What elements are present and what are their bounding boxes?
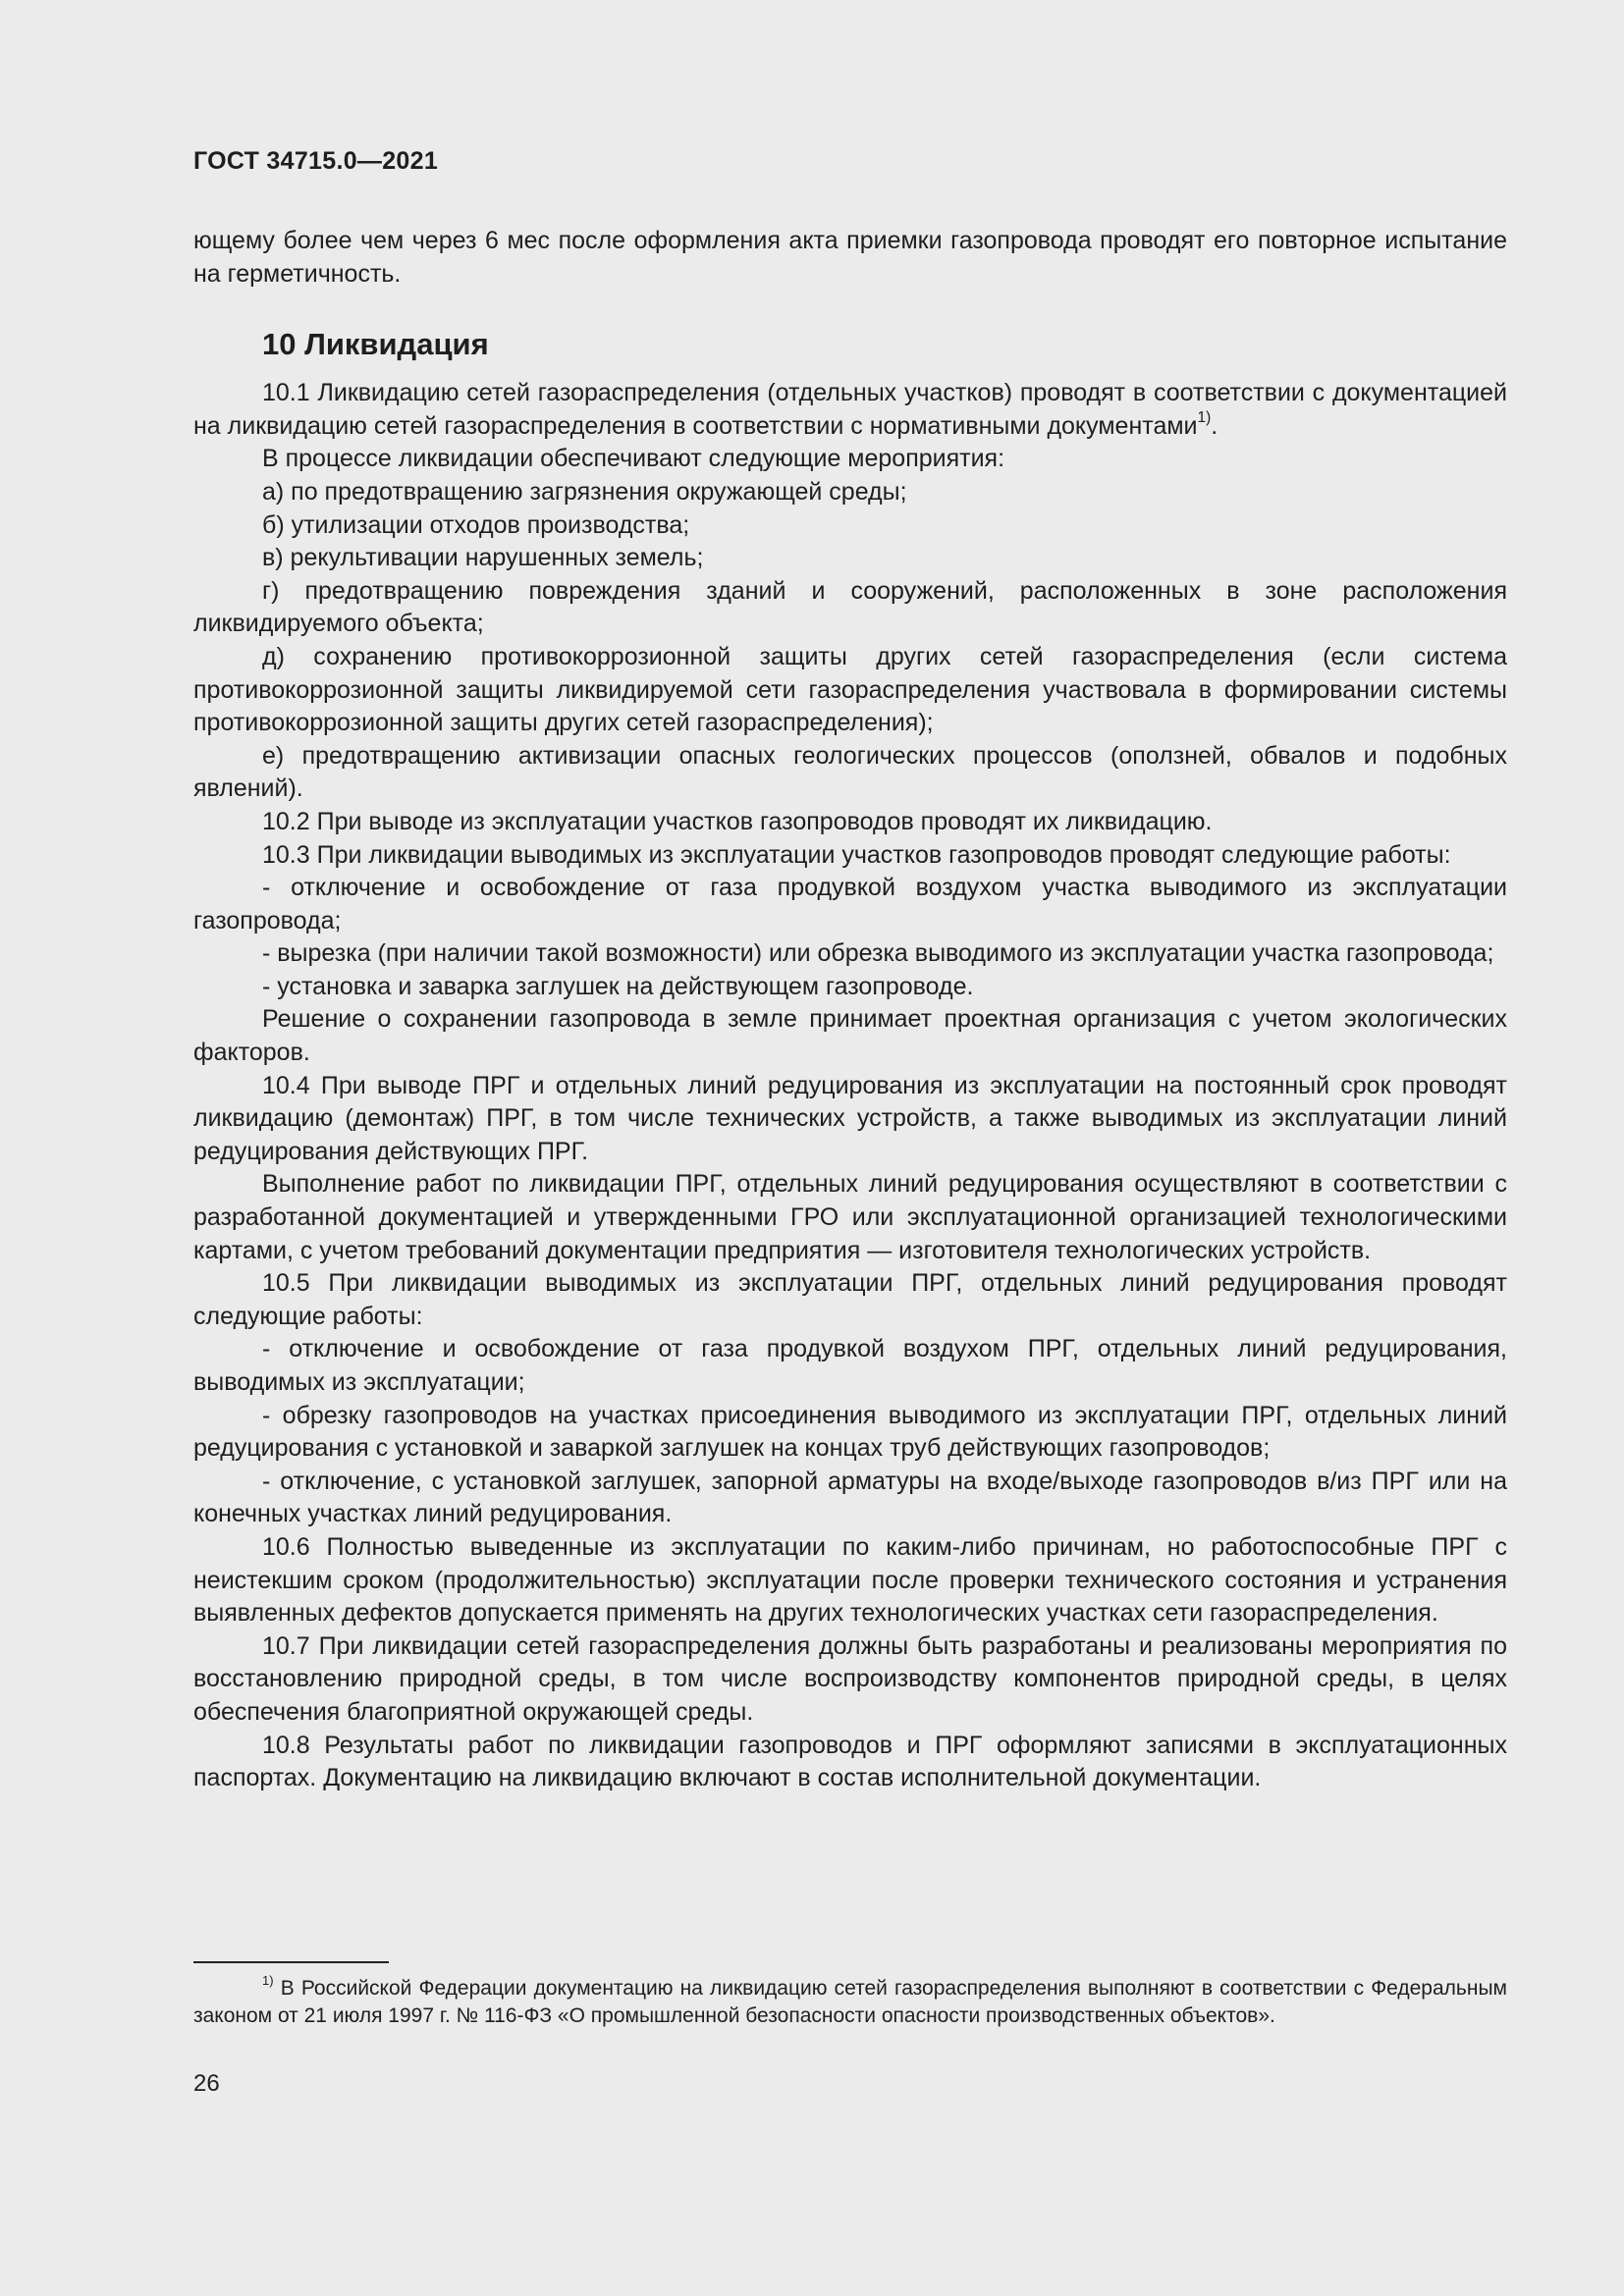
dash-item-10-3-1: - отключение и освобождение от газа продувкой воздухом участка выводимого из эксплуатации газопровода;: [193, 874, 1507, 934]
list-item-g: г) предотвращению повреждения зданий и сооружений, расположенных в зоне расположения ликвидируемого объекта;: [193, 576, 1507, 638]
list-item-b: б) утилизации отходов производства;: [262, 510, 690, 539]
paragraph-decision: Решение о сохранении газопровода в земле принимает проектная организация с учетом экологических факторов.: [193, 1005, 1507, 1067]
list-item-e: е) предотвращению активизации опасных геологических процессов (оползней, обвалов и подобных явлений).: [193, 741, 1507, 803]
list-item-a: а) по предотвращению загрязнения окружающей среды;: [262, 477, 907, 506]
paragraph-10-1-text: 10.1 Ликвидацию сетей газораспределения (отдельных участков) проводят в соответствии с документацией на ликвидацию сетей газораспределения в соответствии с нормативными документами: [193, 379, 1507, 440]
list-item-v: в) рекультивации нарушенных земель;: [262, 544, 704, 572]
list-item-d: д) сохранению противокоррозионной защиты других сетей газораспределения (если система противокоррозионной защиты ликвидируемой сети газораспределения участвовала в формировании системы противокоррозионной защиты других сетей газораспределения);: [193, 642, 1507, 737]
paragraph-10-4: 10.4 При выводе ПРГ и отдельных линий редуцирования из эксплуатации на постоянный срок проводят ликвидацию (демонтаж) ПРГ, в том числе технических устройств, а также выводимых из эксплуатации линий редуцирования действующих ПРГ.: [193, 1071, 1507, 1165]
standard-header: ГОСТ 34715.0—2021: [193, 147, 439, 175]
page-number: 26: [193, 2070, 220, 2097]
footnote-divider: [193, 1961, 389, 1963]
paragraph-10-5: 10.5 При ликвидации выводимых из эксплуатации ПРГ, отдельных линий редуцирования проводят следующие работы:: [193, 1269, 1507, 1330]
paragraph-10-6: 10.6 Полностью выведенные из эксплуатации по каким-либо причинам, но работоспособные ПРГ с неистекшим сроком (продолжительностью) эксплуатации после проверки технического состояния и устранения выявленных дефектов допускается применять на других технологических участках сети газораспределения.: [193, 1532, 1507, 1628]
paragraph-execution: Выполнение работ по ликвидации ПРГ, отдельных линий редуцирования осуществляют в соответствии с разработанной документацией и утвержденными ГРО или эксплуатационной организацией технологическими картами, с учетом требований документации предприятия — изготовителя технологических устройств.: [193, 1170, 1507, 1264]
dash-item-10-5-3: - отключение, с установкой заглушек, запорной арматуры на входе/выходе газопроводов в/из ПРГ или на конечных участках линий редуцирования.: [193, 1467, 1507, 1528]
body-text: [193, 225, 1507, 1795]
paragraph-10-3: 10.3 При ликвидации выводимых из эксплуатации участков газопроводов проводят следующие работы:: [262, 840, 1451, 869]
footnote: [193, 1975, 1507, 2029]
carryover-paragraph: ющему более чем через 6 мес после оформления акта приемки газопровода проводят его повторное испытание на герметичность.: [193, 227, 1507, 288]
paragraph-process: В процессе ликвидации обеспечивают следующие мероприятия:: [262, 445, 1005, 473]
paragraph-10-1: [193, 377, 1507, 443]
dash-item-10-5-2: - обрезку газопроводов на участках присоединения выводимого из эксплуатации ПРГ, отдельных линий редуцирования с установкой и заваркой заглушек на концах труб действующих газопроводов;: [193, 1401, 1507, 1463]
paragraph-10-8: 10.8 Результаты работ по ликвидации газопроводов и ПРГ оформляют записями в эксплуатационных паспортах. Документацию на ликвидацию включают в состав исполнительной документации.: [193, 1731, 1507, 1792]
footnote-marker: 1): [262, 1973, 274, 1989]
footnote-text: В Российской Федерации документацию на ликвидацию сетей газораспределения выполняют в соответствии с Федеральным законом от 21 июля 1997 г. № 116-ФЗ «О промышленной безопасности опасности производственных объектов».: [193, 1977, 1507, 2027]
dash-item-10-3-3: - установка и заварка заглушек на действующем газопроводе.: [262, 972, 974, 1000]
paragraph-10-2: 10.2 При выводе из эксплуатации участков газопроводов проводят их ликвидацию.: [262, 807, 1213, 835]
dash-item-10-5-1: - отключение и освобождение от газа продувкой воздухом ПРГ, отдельных линий редуцирования, выводимых из эксплуатации;: [193, 1335, 1507, 1396]
paragraph-10-7: 10.7 При ликвидации сетей газораспределения должны быть разработаны и реализованы мероприятия по восстановлению природной среды, в том числе воспроизводству компонентов природной среды, в целях обеспечения благоприятной окружающей среды.: [193, 1631, 1507, 1726]
section-title: 10 Ликвидация: [262, 327, 489, 362]
paragraph-10-1-end: .: [1211, 411, 1218, 440]
footnote-reference: 1): [1197, 409, 1212, 427]
dash-item-10-3-2: - вырезка (при наличии такой возможности) или обрезка выводимого из эксплуатации участка газопровода;: [262, 939, 1494, 968]
